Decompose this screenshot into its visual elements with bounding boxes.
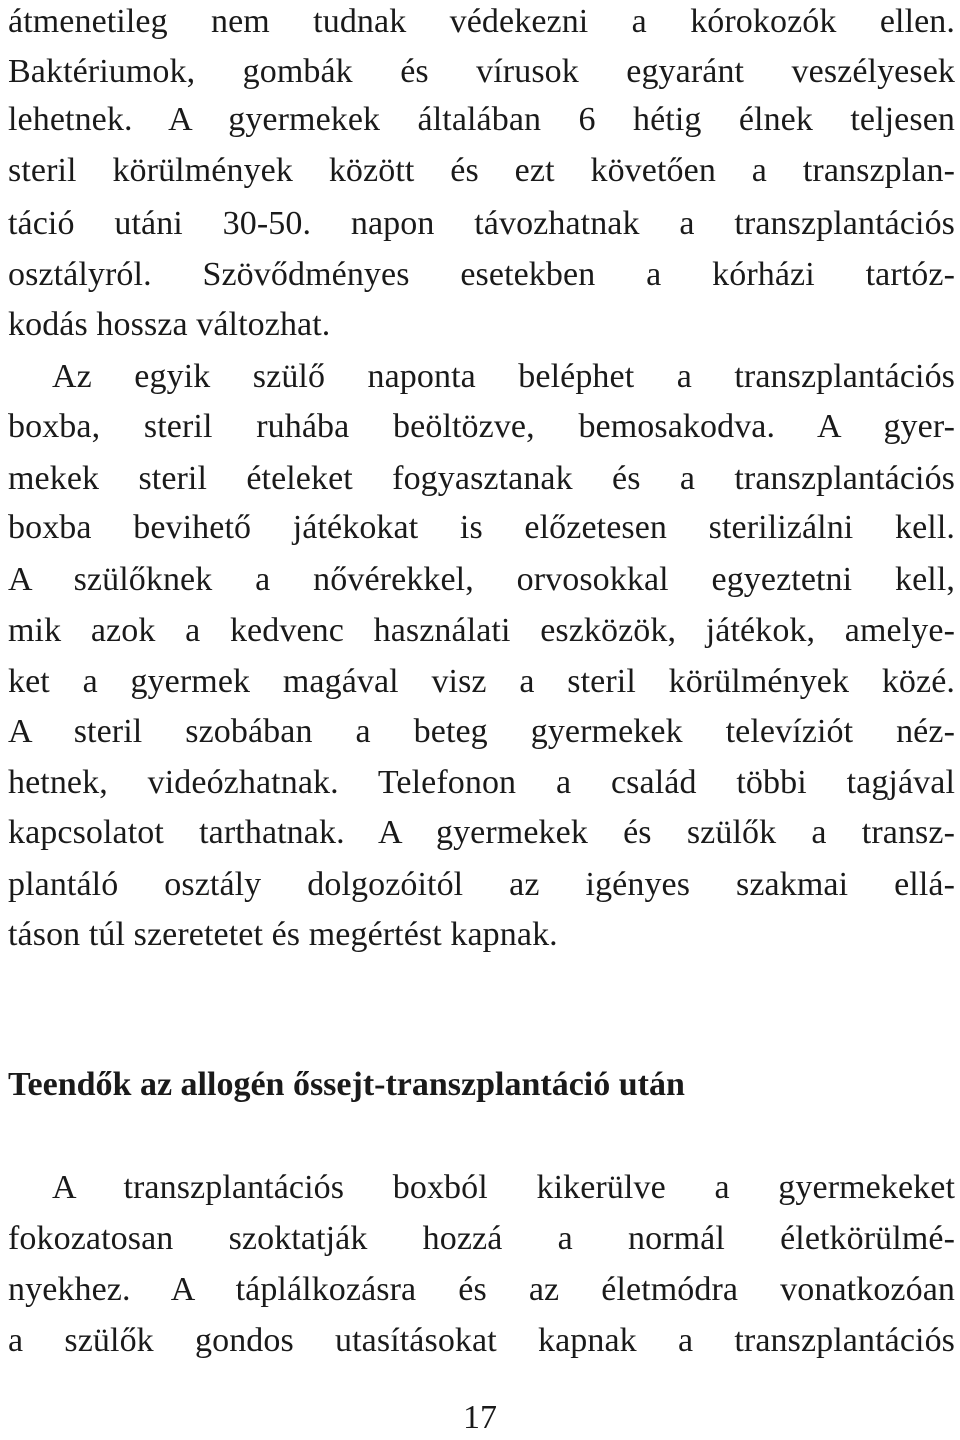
text-line: A steril szobában a beteg gyermekek televíziót néz- [8,713,955,750]
text-line: táson túl szeretetet és megértést kapnak. [8,916,558,953]
text-line: lehetnek. A gyermekek általában 6 hétig élnek teljesen [8,101,955,138]
page-number: 17 [463,1399,497,1436]
text-line: a szülők gondos utasításokat kapnak a transzplantációs [8,1322,955,1359]
text-line: nyekhez. A táplálkozásra és az életmódra vonatkozóan [8,1271,955,1308]
text-line: hetnek, videózhatnak. Telefonon a család többi tagjával [8,764,955,801]
section-heading: Teendők az allogén őssejt-transzplantáció után [8,1066,685,1103]
text-line: ket a gyermek magával visz a steril körülmények közé. [8,663,955,700]
text-line: Az egyik szülő naponta beléphet a transzplantációs [52,358,955,395]
text-line: A szülőknek a nővérekkel, orvosokkal egyeztetni kell, [8,561,955,598]
text-line: mekek steril ételeket fogyasztanak és a transzplantációs [8,460,955,497]
text-line: fokozatosan szoktatják hozzá a normál életkörülmé- [8,1220,955,1257]
text-line: átmenetileg nem tudnak védekezni a kórokozók ellen. [8,3,955,40]
text-line: boxba, steril ruhába beöltözve, bemosakodva. A gyer- [8,408,955,445]
text-line: steril körülmények között és ezt követően a transzplan- [8,152,955,189]
text-line: A transzplantációs boxból kikerülve a gyermekeket [52,1169,955,1206]
text-line: Baktériumok, gombák és vírusok egyaránt veszélyesek [8,53,955,90]
text-line: kapcsolatot tarthatnak. A gyermekek és szülők a transz- [8,814,955,851]
text-line: táció utáni 30-50. napon távozhatnak a transzplantációs [8,205,955,242]
text-line: plantáló osztály dolgozóitól az igényes szakmai ellá- [8,866,955,903]
text-line: kodás hossza változhat. [8,306,331,343]
text-line: osztályról. Szövődményes esetekben a kórházi tartóz- [8,256,955,293]
text-line: boxba bevihető játékokat is előzetesen sterilizálni kell. [8,509,955,546]
text-line: mik azok a kedvenc használati eszközök, játékok, amelye- [8,612,955,649]
